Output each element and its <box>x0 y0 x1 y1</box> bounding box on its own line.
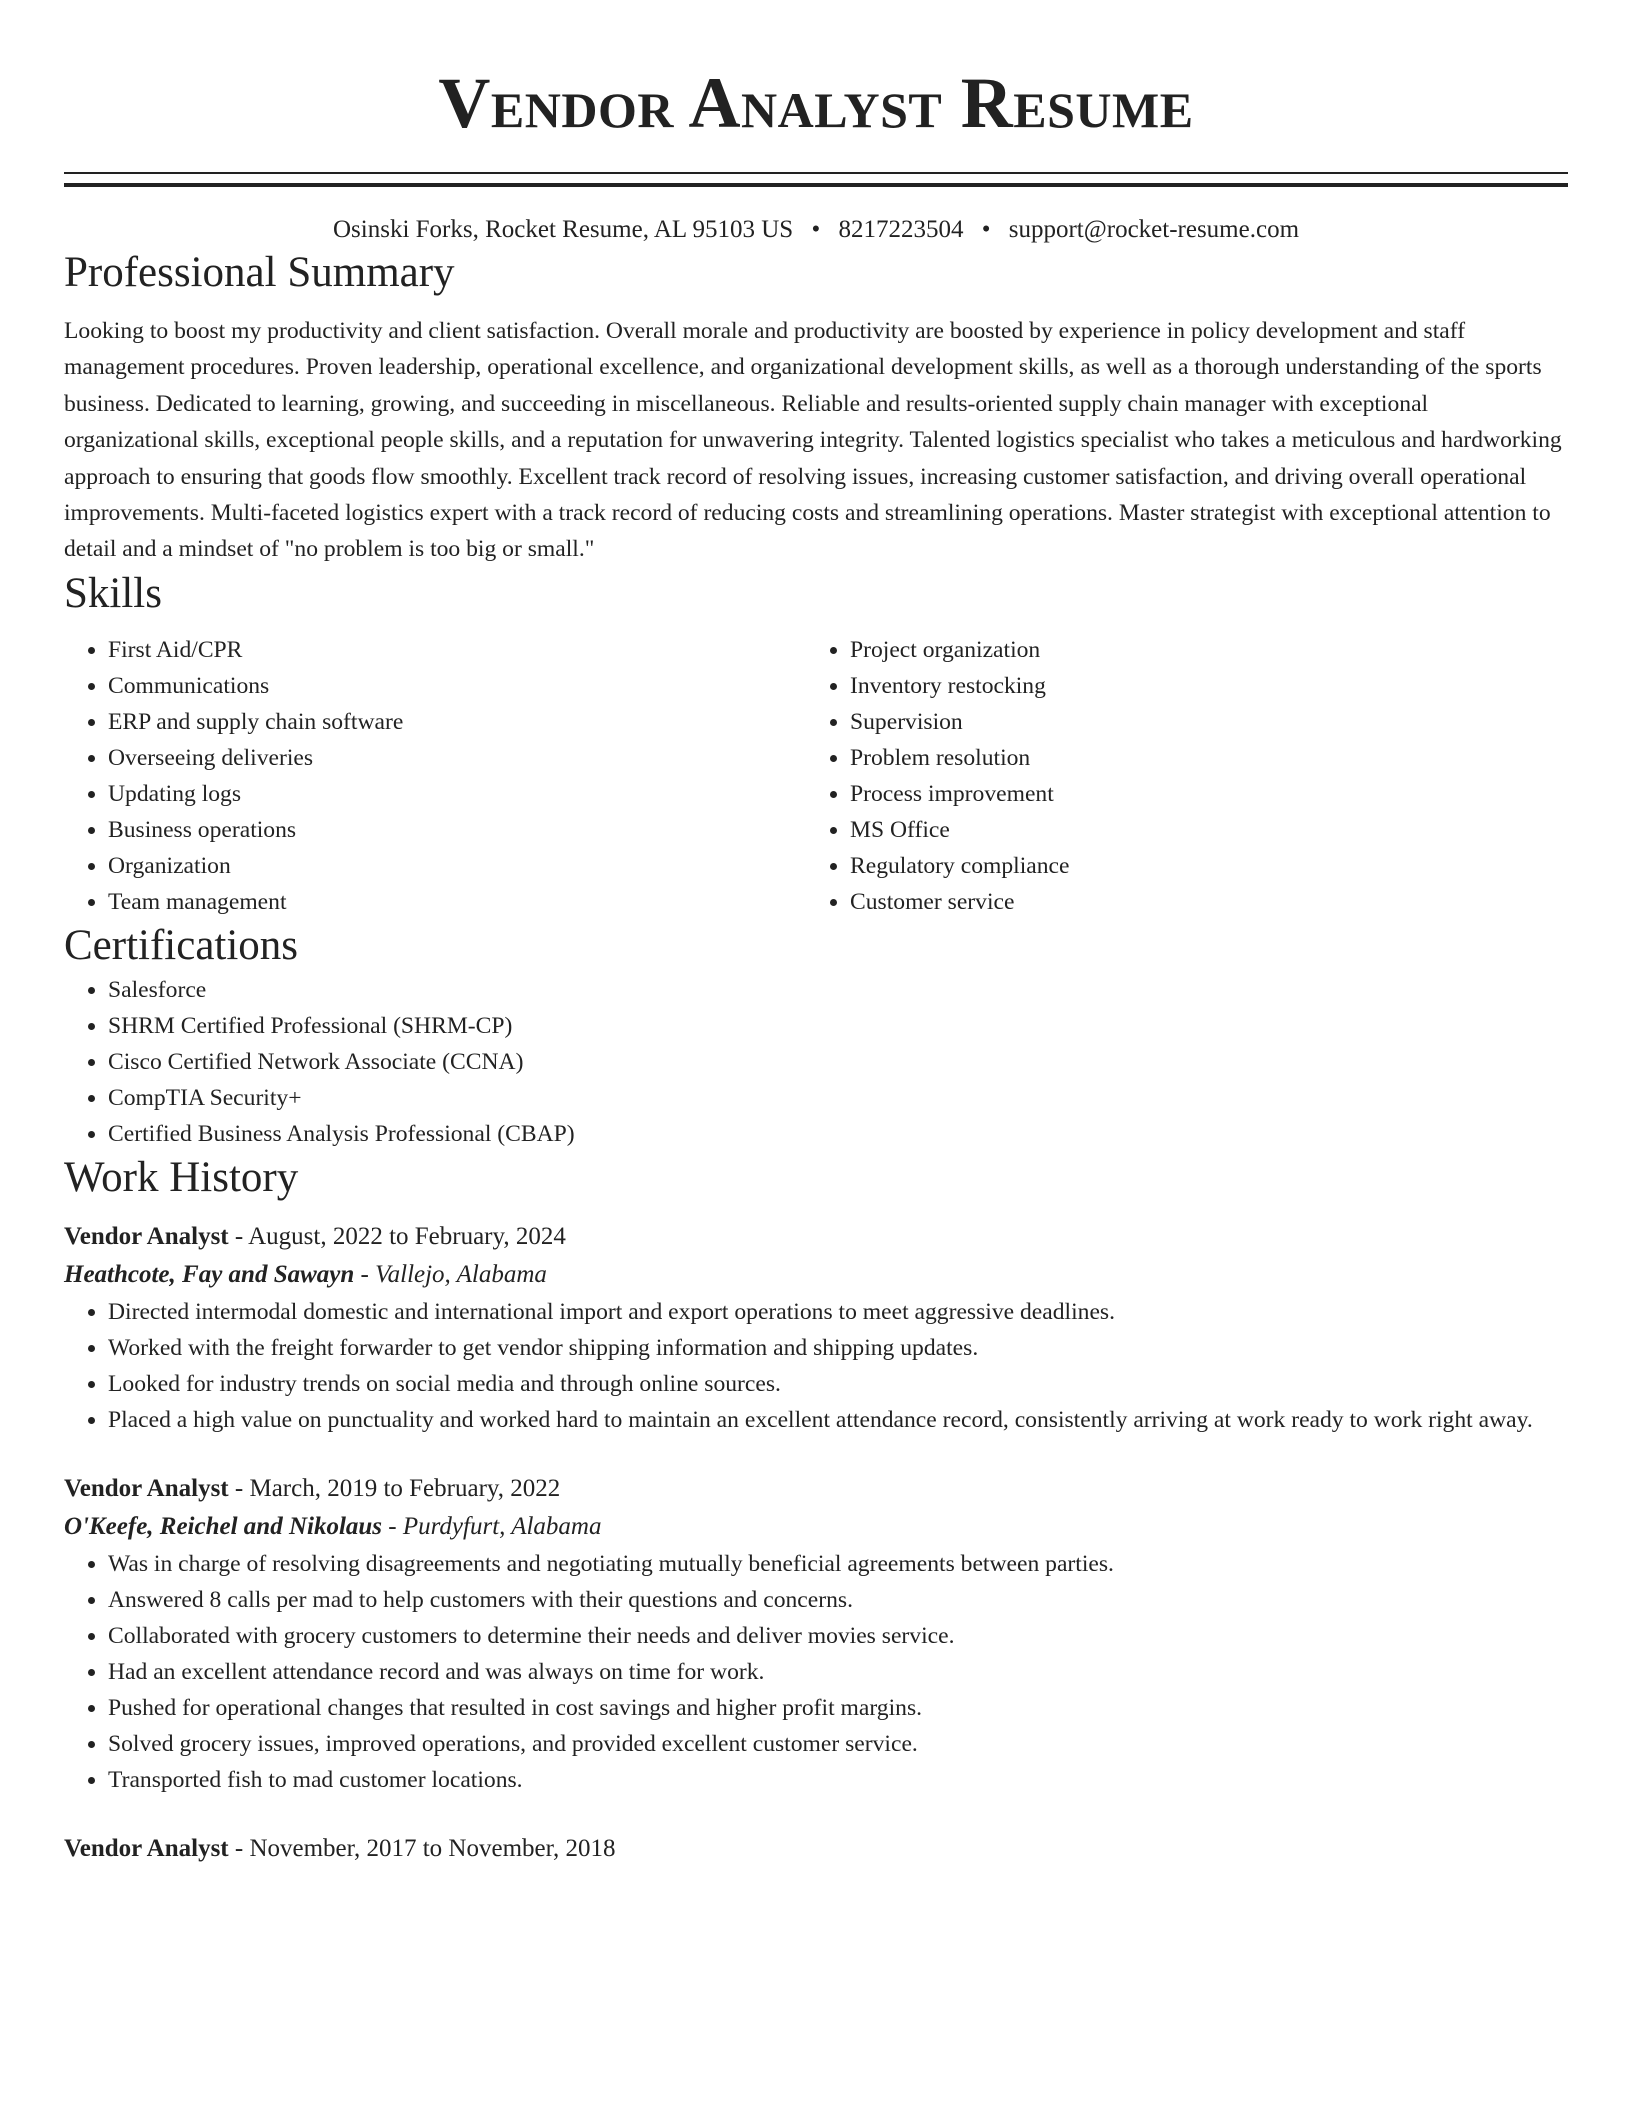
skills-column-right <box>806 632 1548 920</box>
employer-line <box>64 1508 1568 1546</box>
job-entry <box>64 1218 1568 1438</box>
job-duty: • Collaborated with grocery customers to determine their needs and deliver movies service. <box>108 1618 1568 1654</box>
summary-text: Looking to boost my productivity and client satisfaction. Overall morale and productivity are boosted by experience in policy development and staff management procedures. Proven leadership, operational excellence, and organizational development skills, as well as a thorough understanding of the sports business. Dedicated to learning, growing, and succeeding in miscellaneous. Reliable and results-oriented supply chain manager with exceptional organizational skills, exceptional people skills, and a reputation for unwavering integrity. Talented logistics specialist who takes a meticulous and hardworking approach to ensuring that goods flow smoothly. Excellent track record of resolving issues, increasing customer satisfaction, and driving overall operational improvements. Multi-faceted logistics expert with a track record of reducing costs and streamlining operations. Master strategist with exceptional attention to detail and a mindset of "no problem is too big or small." <box>64 318 1562 563</box>
job-title-line <box>64 1218 1568 1256</box>
job-dates: - March, 2019 to February, 2022 <box>234 1474 561 1502</box>
job-duties-list <box>64 1294 1568 1438</box>
employer-location: - Purdyfurt, Alabama <box>388 1512 602 1540</box>
job-title-line <box>64 1470 1568 1508</box>
job-entry <box>64 1830 1568 1868</box>
job-duties-list <box>64 1546 1568 1798</box>
certification-item: • Salesforce <box>108 972 1568 1008</box>
job-duty: • Looked for industry trends on social media and through online sources. <box>108 1366 1568 1402</box>
certification-item: • Certified Business Analysis Professional (CBAP) <box>108 1116 1568 1152</box>
job-title: Vendor Analyst <box>64 1834 229 1862</box>
job-duty: • Had an excellent attendance record and was always on time for work. <box>108 1654 1568 1690</box>
resume-page <box>64 0 1568 1868</box>
job-duty: • Answered 8 calls per mad to help customers with their questions and concerns. <box>108 1582 1568 1618</box>
skill-item: • Inventory restocking <box>850 668 1548 704</box>
skills-heading: Skills <box>64 569 162 617</box>
job-title-line <box>64 1830 1568 1868</box>
skill-item: • Communications <box>108 668 806 704</box>
skill-item: • First Aid/CPR <box>108 632 806 668</box>
contact-separator: • <box>981 216 991 243</box>
skills-column-left <box>64 632 806 920</box>
job-duty: • Was in charge of resolving disagreements and negotiating mutually beneficial agreements between parties. <box>108 1546 1568 1582</box>
skill-item: • Business operations <box>108 812 806 848</box>
skill-item: • Supervision <box>850 704 1548 740</box>
certification-item: • Cisco Certified Network Associate (CCNA) <box>108 1044 1568 1080</box>
certification-item: • SHRM Certified Professional (SHRM-CP) <box>108 1008 1568 1044</box>
skill-item: • Overseeing deliveries <box>108 740 806 776</box>
job-duty: • Placed a high value on punctuality and worked hard to maintain an excellent attendance record, consistently arriving at work ready to work right away. <box>108 1402 1568 1438</box>
job-duty: • Solved grocery issues, improved operations, and provided excellent customer service. <box>108 1726 1568 1762</box>
work-history-heading: Work History <box>64 1153 299 1201</box>
employer-line <box>64 1256 1568 1294</box>
job-duty: • Directed intermodal domestic and international import and export operations to meet aggressive deadlines. <box>108 1294 1568 1330</box>
skills-columns <box>64 632 1568 920</box>
employer-name: Heathcote, Fay and Sawayn <box>64 1260 355 1288</box>
contact-email: support@rocket-resume.com <box>1008 216 1300 243</box>
job-title: Vendor Analyst <box>64 1474 229 1502</box>
job-entry <box>64 1470 1568 1798</box>
summary-heading: Professional Summary <box>64 249 455 296</box>
skill-item: • Project organization <box>850 632 1548 668</box>
skill-item: • Updating logs <box>108 776 806 812</box>
job-duty: • Pushed for operational changes that resulted in cost savings and higher profit margins. <box>108 1690 1568 1726</box>
skills-list-right <box>806 632 1548 920</box>
skill-item: • Team management <box>108 884 806 920</box>
skills-list-left <box>64 632 806 920</box>
title-divider <box>64 172 1568 187</box>
skill-item: • Regulatory compliance <box>850 848 1548 884</box>
certifications-list <box>64 972 1568 1152</box>
certifications-heading: Certifications <box>64 921 299 969</box>
contact-separator: • <box>811 216 821 243</box>
job-dates: - August, 2022 to February, 2024 <box>234 1222 566 1250</box>
contact-address: Osinski Forks, Rocket Resume, AL 95103 US <box>332 216 794 243</box>
skill-item: • Organization <box>108 848 806 884</box>
skill-item: • Problem resolution <box>850 740 1548 776</box>
skill-item: • Customer service <box>850 884 1548 920</box>
skill-item: • ERP and supply chain software <box>108 704 806 740</box>
job-dates: - November, 2017 to November, 2018 <box>234 1834 616 1862</box>
employer-name: O'Keefe, Reichel and Nikolaus <box>64 1512 383 1540</box>
resume-title: Vendor Analyst Resume <box>438 63 1194 143</box>
skill-item: • MS Office <box>850 812 1548 848</box>
job-title: Vendor Analyst <box>64 1222 229 1250</box>
contact-phone: 8217223504 <box>838 216 964 243</box>
certification-item: • CompTIA Security+ <box>108 1080 1568 1116</box>
contact-line <box>64 213 1568 247</box>
job-duty: • Worked with the freight forwarder to get vendor shipping information and shipping updates. <box>108 1330 1568 1366</box>
skill-item: • Process improvement <box>850 776 1548 812</box>
employer-location: - Vallejo, Alabama <box>360 1260 547 1288</box>
job-duty: • Transported fish to mad customer locations. <box>108 1762 1568 1798</box>
